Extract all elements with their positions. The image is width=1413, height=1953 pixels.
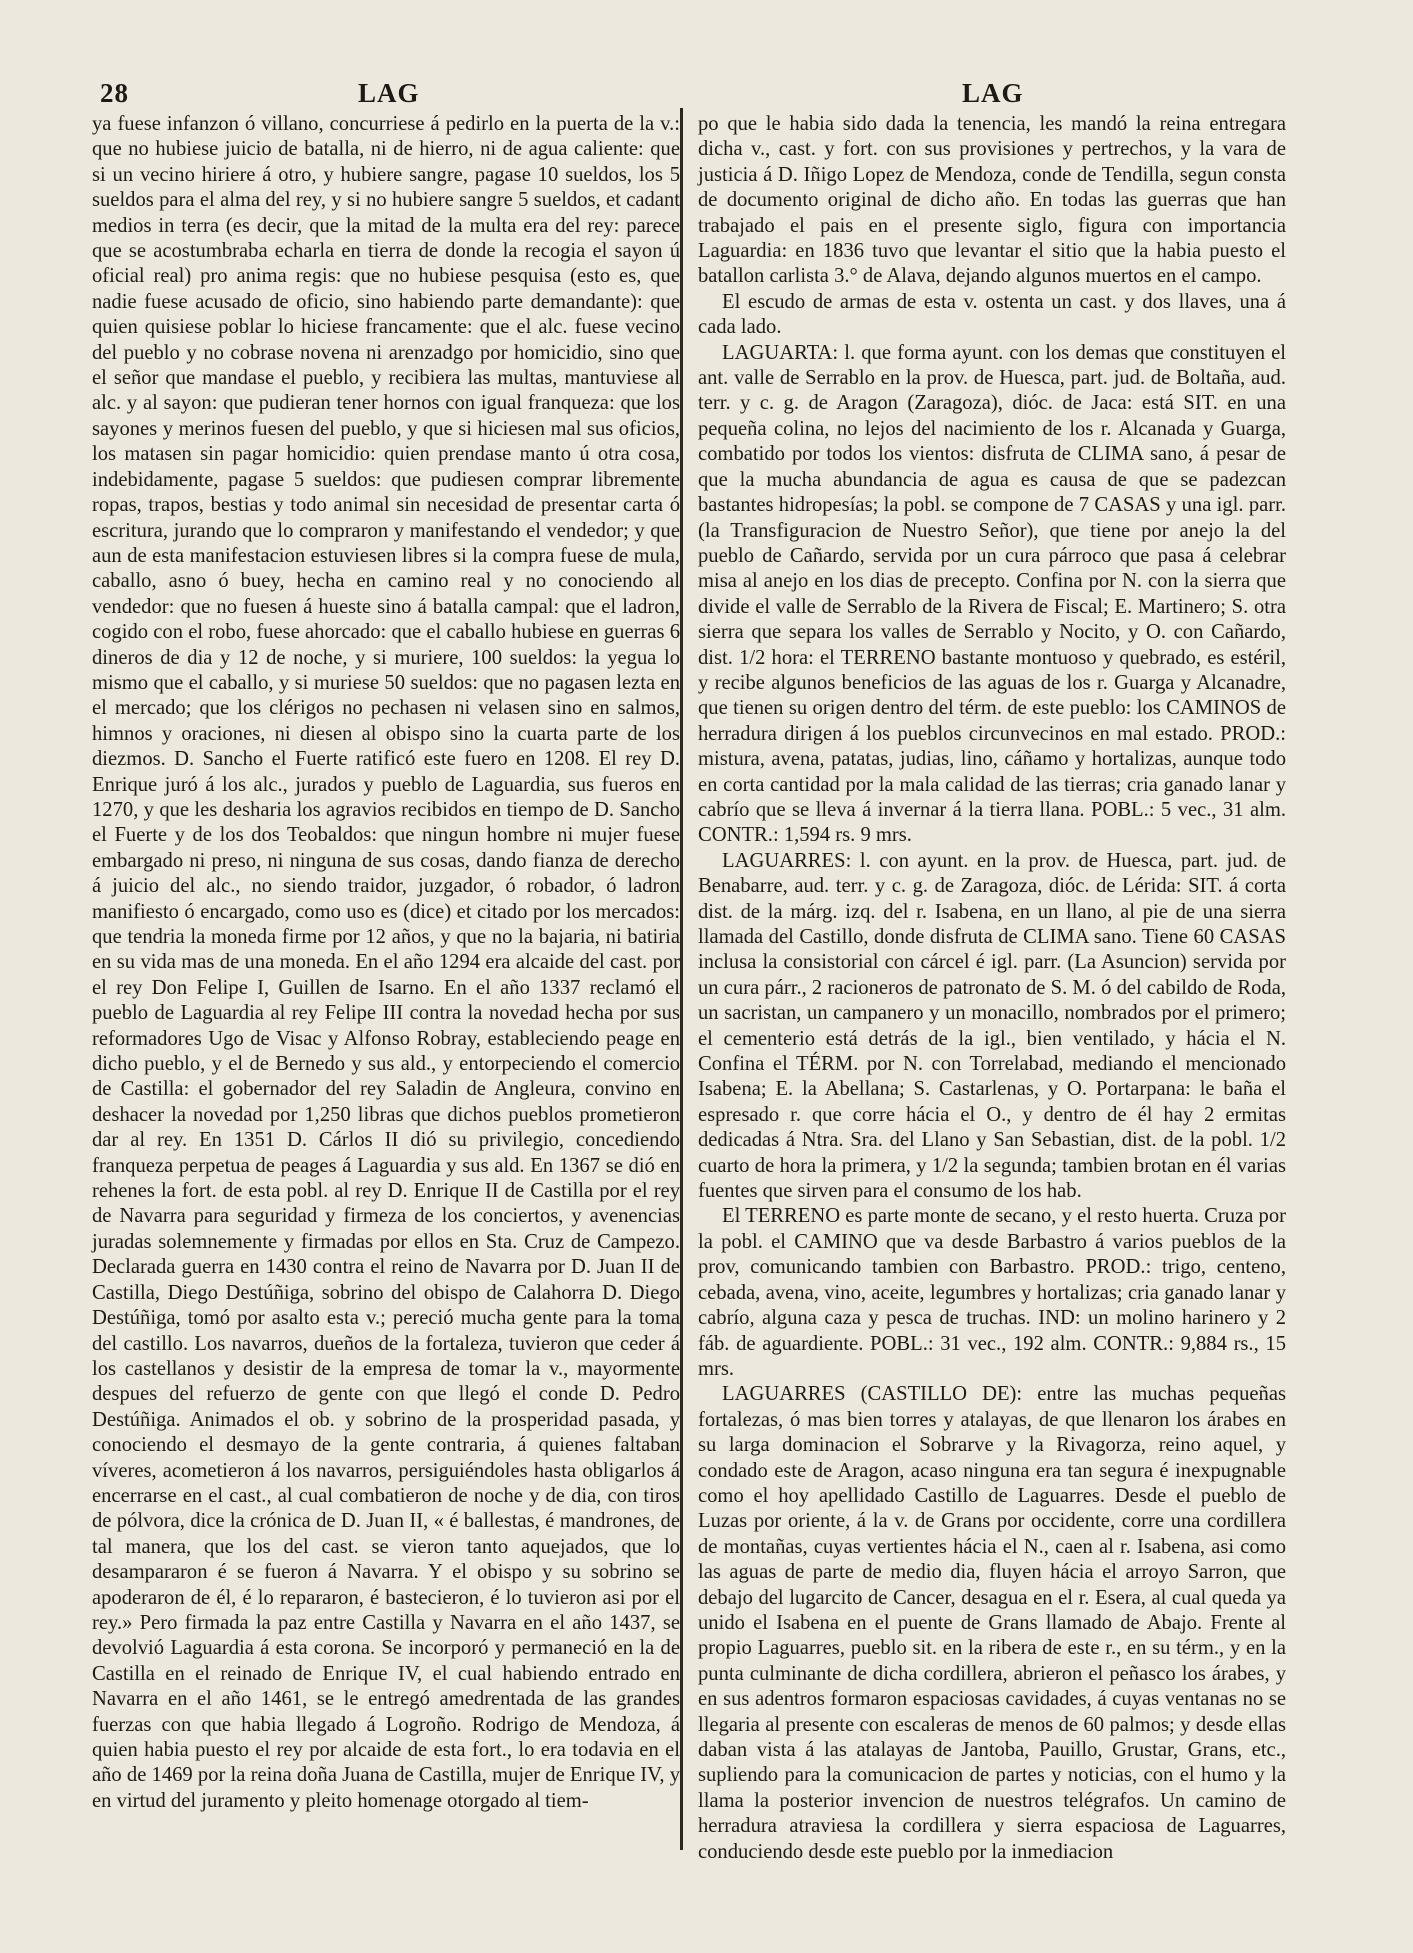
entry-laguarta: LAGUARTA: l. que forma ayunt. con los demas que constituyen el ant. valle de Serrablo en la prov. de Huesca, part. jud. de Boltaña, aud. terr. y c. g. de Aragon (Zaragoza), dióc. de Jaca: está SIT. en una pequeña colina, no lejos del nacimiento de los r. Alcanada y Guarga, combatido por todos los vientos: disfruta de CLIMA sano, á pesar de que la mucha abundancia de agua es causa de que se padezcan bastantes hidropesías; la pobl. se compone de 7 CASAS y una igl. parr. (la Transfiguracion de Nuestro Señor), que tiene por anejo la del pueblo de Cañardo, servida por un cura párroco que pasa á celebrar misa al anejo en los dias de precepto. Confina por N. con la sierra que divide el valle de Serrablo de la Rivera de Fiscal; E. Martinero; S. otra sierra que separa los valles de Serrablo y Nocito, y O. con Cañardo, dist. 1/2 hora: el TERRENO bastante montuoso y quebrado, es estéril, y recibe algunos beneficios de las aguas de los r. Guarga y Alcanadre, que tienen su origen dentro del térm. de este pueblo: los CAMINOS de herradura dirigen á los pueblos circunvecinos en mal estado. PROD.: mistura, avena, patatas, judias, lino, cáñamo y hortalizas, aunque todo en corta cantidad por la mala calidad de las tierras; cria ganado lanar y cabrío que se lleva á invernar á la tierra llana. POBL.: 5 vec., 31 alm. CONTR.: 1,594 rs. 9 mrs.: [698, 341, 1286, 847]
page-number: 28: [100, 78, 129, 108]
left-column: [92, 112, 680, 1814]
right-column: [698, 112, 1286, 1865]
paragraph: El escudo de armas de esta v. ostenta un cast. y dos llaves, una á cada lado.: [698, 290, 1286, 339]
column-divider: [680, 108, 683, 1850]
paragraph: ya fuese infanzon ó villano, concurriese á pedirlo en la puerta de la v.: que no hubiese juicio de batalla, ni de hierro, ni de agua caliente: que si un vecino hiriere á otro, y hubiere sangre, pagase 10 sueldos, los 5 sueldos para el alma del rey, y si no hubiere sangre 5 sueldos, et cadant medios in terra (es decir, que la mitad de la multa era del rey: parece que se acostumbraba echarla en tierra de donde la recogia el sayon ú oficial real) pro anima regis: que no hubiese pesquisa (esto es, que nadie fuese acusado de oficio, sino habiendo parte demandante): que quien quisiese poblar lo hiciese francamente: que el alc. fuese vecino del pueblo y no cobrase novena ni arenzadgo por homicidio, sino que el señor que mandase el pueblo, y recibiera las multas, mantuviese al alc. y al sayon: que pudieran tener hornos con igual franqueza: que los sayones y merinos fuesen del pueblo, y que si hiciesen mal sus oficios, los matasen sin pagar homicidio: quien prendase manto ú otra cosa, indebidamente, pagase 5 sueldos: que pudiesen comprar libremente ropas, trapos, bestias y todo animal sin necesidad de presentar carta ó escritura, jurando que lo compraron y manifestando el vendedor; y que aun de esta manifestacion estuviesen libres si la compra fuese de mula, caballo, asno ó buey, hecha en camino real y no conociendo al vendedor: que no fuesen á hueste sino á batalla campal: que el ladron, cogido con el robo, fuese ahorcado: que el caballo hubiese en guerras 6 dineros de dia y 12 de noche, y si muriere, 100 sueldos: la yegua lo mismo que el caballo, y si muriese 50 sueldos: que no pagasen lezta en el mercado; que los clérigos no pechasen ni velasen sino en salmos, himnos y oraciones, ni diesen al obispo sino la cuarta parte de los diezmos. D. Sancho el Fuerte ratificó este fuero en 1208. El rey D. Enrique juró á los alc., jurados y pueblo de Laguardia, sus fueros en 1270, y que les desharia los agravios recibidos en tiempo de D. Sancho el Fuerte y de los dos Teobaldos: que ningun hombre ni mujer fuese embargado ni preso, ni ninguna de sus cosas, dando fianza de derecho á juicio del alc., no siendo traidor, juzgador, ó robador, ó ladron manifiesto ó encargado, como uso es (dice) et citado por los mercados: que tendria la moneda firme por 12 años, y que no la bajaria, ni batiria en su vida mas de una moneda. En el año 1294 era alcaide del cast. por el rey Don Felipe I, Guillen de Isarno. En el año 1337 reclamó el pueblo de Laguardia al rey Felipe III contra la novedad hecha por sus reformadores Ugo de Visac y Alfonso Robray, estableciendo peage en dicho pueblo, y el de Bernedo y sus ald., y entorpeciendo el comercio de Castilla: el gobernador del rey Saladin de Angleura, convino en deshacer la novedad por 1,250 libras que dichos pueblos prometieron dar al rey. En 1351 D. Cárlos II dió su privilegio, concediendo franqueza perpetua de peages á Laguardia y sus ald. En 1367 se dió en rehenes la fort. de esta pobl. al rey D. Enrique II de Castilla por el rey de Navarra para seguridad y firmeza de los conciertos, y avenencias juradas solemnemente y firmadas por ellos en Sta. Cruz de Campezo. Declarada guerra en 1430 contra el reino de Navarra por D. Juan II de Castilla, Diego Destúñiga, sobrino del obispo de Calahorra D. Diego Destúñiga, tomó por asalto esta v.; pereció mucha gente para la toma del castillo. Los navarros, dueños de la fortaleza, tuvieron que ceder á los castellanos y desistir de la empresa de tomar la v., mayormente despues del refuerzo de gente con que llegó el conde D. Pedro Destúñiga. Animados el ob. y sobrino de la prosperidad pasada, y conociendo el desmayo de la gente contraria, á quienes faltaban víveres, acometieron á los navarros, persiguiéndoles hasta obligarlos á encerrarse en el cast., al cual combatieron de noche y de dia, con tiros de pólvora, dice la crónica de D. Juan II, « é ballestas, é mandrones, de tal manera, que los del cast. se vieron tanto aquejados, que lo desampararon é se fueron á Navarra. Y el obispo y su sobrino se apoderaron de él, é lo repararon, é bastecieron, é lo tuvieron asi por el rey.» Pero firmada la paz entre Castilla y Navarra en el año 1437, se devolvió Laguardia á esta corona. Se incorporó y permaneció en la de Castilla en el reinado de Enrique IV, el cual habiendo entrado en Navarra en el año 1461, se le entregó amedrentada de las grandes fuerzas con que habia llegado á Logroño. Rodrigo de Mendoza, á quien habia puesto el rey por alcaide de esta fort., lo era todavia en el año de 1469 por la reina doña Juana de Castilla, mujer de Enrique IV, y en virtud del juramento y pleito homenage otorgado al tiem-: [92, 113, 680, 1812]
paragraph: po que le habia sido dada la tenencia, les mandó la reina entregara dicha v., cast. y fort. con sus provisiones y pertrechos, y la vara de justicia á D. Iñigo Lopez de Mendoza, conde de Tendilla, segun consta de documento original de dicho año. En todas las guerras que han trabajado el pais en el presente siglo, figura con importancia Laguardia: en 1836 tuvo que levantar el sitio que la habia puesto el batallon carlista 3.° de Alava, dejando algunos muertos en el campo.: [698, 113, 1286, 288]
entry-laguarres: LAGUARRES: l. con ayunt. en la prov. de Huesca, part. jud. de Benabarre, aud. terr. y c. g. de Zaragoza, dióc. de Lérida: SIT. á corta dist. de la márg. izq. del r. Isabena, en un llano, al pie de una sierra llamada del Castillo, donde disfruta de CLIMA sano. Tiene 60 CASAS inclusa la consistorial con cárcel é igl. parr. (La Asuncion) servida por un cura párr., 2 racioneros de patronato de S. M. ó del cabildo de Roda, un sacristan, un campanero y un monacillo, nombrados por el primero; el cementerio está detrás de la igl., bien ventilado, y hácia el N. Confina el TÉRM. por N. con Torrelabad, mediando el mencionado Isabena; E. la Abellana; S. Castarlenas, y O. Portarpana: le baña el espresado r. que corre hácia el O., y dentro de él hay 2 ermitas dedicadas á Ntra. Sra. del Llano y San Sebastian, dist. de la pobl. 1/2 cuarto de hora la primera, y 1/2 la segunda; tambien brotan en él varias fuentes que sirven para el consumo de los hab.: [698, 849, 1286, 1203]
running-head-left: LAG: [358, 78, 420, 108]
running-head-right: LAG: [962, 78, 1024, 108]
paragraph: El TERRENO es parte monte de secano, y el resto huerta. Cruza por la pobl. el CAMINO que va desde Barbastro á varios pueblos de la prov, comunicando tambien con Barbastro. PROD.: trigo, centeno, cebada, avena, vino, aceite, legumbres y hortalizas; cria ganado lanar y cabrío, alguna caza y pesca de truchas. IND: un molino harinero y 2 fáb. de aguardiente. POBL.: 31 vec., 192 alm. CONTR.: 9,884 rs., 15 mrs.: [698, 1205, 1286, 1380]
entry-laguarres-castillo: LAGUARRES (CASTILLO DE): entre las muchas pequeñas fortalezas, ó mas bien torres y atalayas, de que llenaron los árabes en su larga dominacion el Sobrarve y la Rivagorza, reino aquel, y condado este de Aragon, acaso ninguna era tan segura é inexpugnable como el hoy apellidado Castillo de Laguarres. Desde el pueblo de Luzas por oriente, á la v. de Grans por occidente, corre una cordillera de montañas, cuyas vertientes hácia el N., caen al r. Isabena, asi como las aguas de parte de medio dia, fluyen hácia el arroyo Sarron, que debajo del lugarcito de Cancer, desagua en el r. Esera, al cual queda ya unido el Isabena en el puente de Grans llamado de Abajo. Frente al propio Laguarres, pueblo sit. en la ribera de este r., en su térm., y en la punta culminante de dicha cordillera, abrieron el peñasco los árabes, y en sus adentros formaron espaciosas cavidades, á cuyas ventanas no se llegaria al presente con escaleras de menos de 60 palmos; y desde ellas daban vista á las atalayas de Jantoba, Pauillo, Grustar, Grans, etc., supliendo para la comunicacion de partes y noticias, con el humo y la llama la posterior invencion de nuestros telégrafos. Un camino de herradura atraviesa la cordillera y sierra espaciosa de Laguarres, conduciendo desde este pueblo por la inmediacion: [698, 1383, 1286, 1863]
